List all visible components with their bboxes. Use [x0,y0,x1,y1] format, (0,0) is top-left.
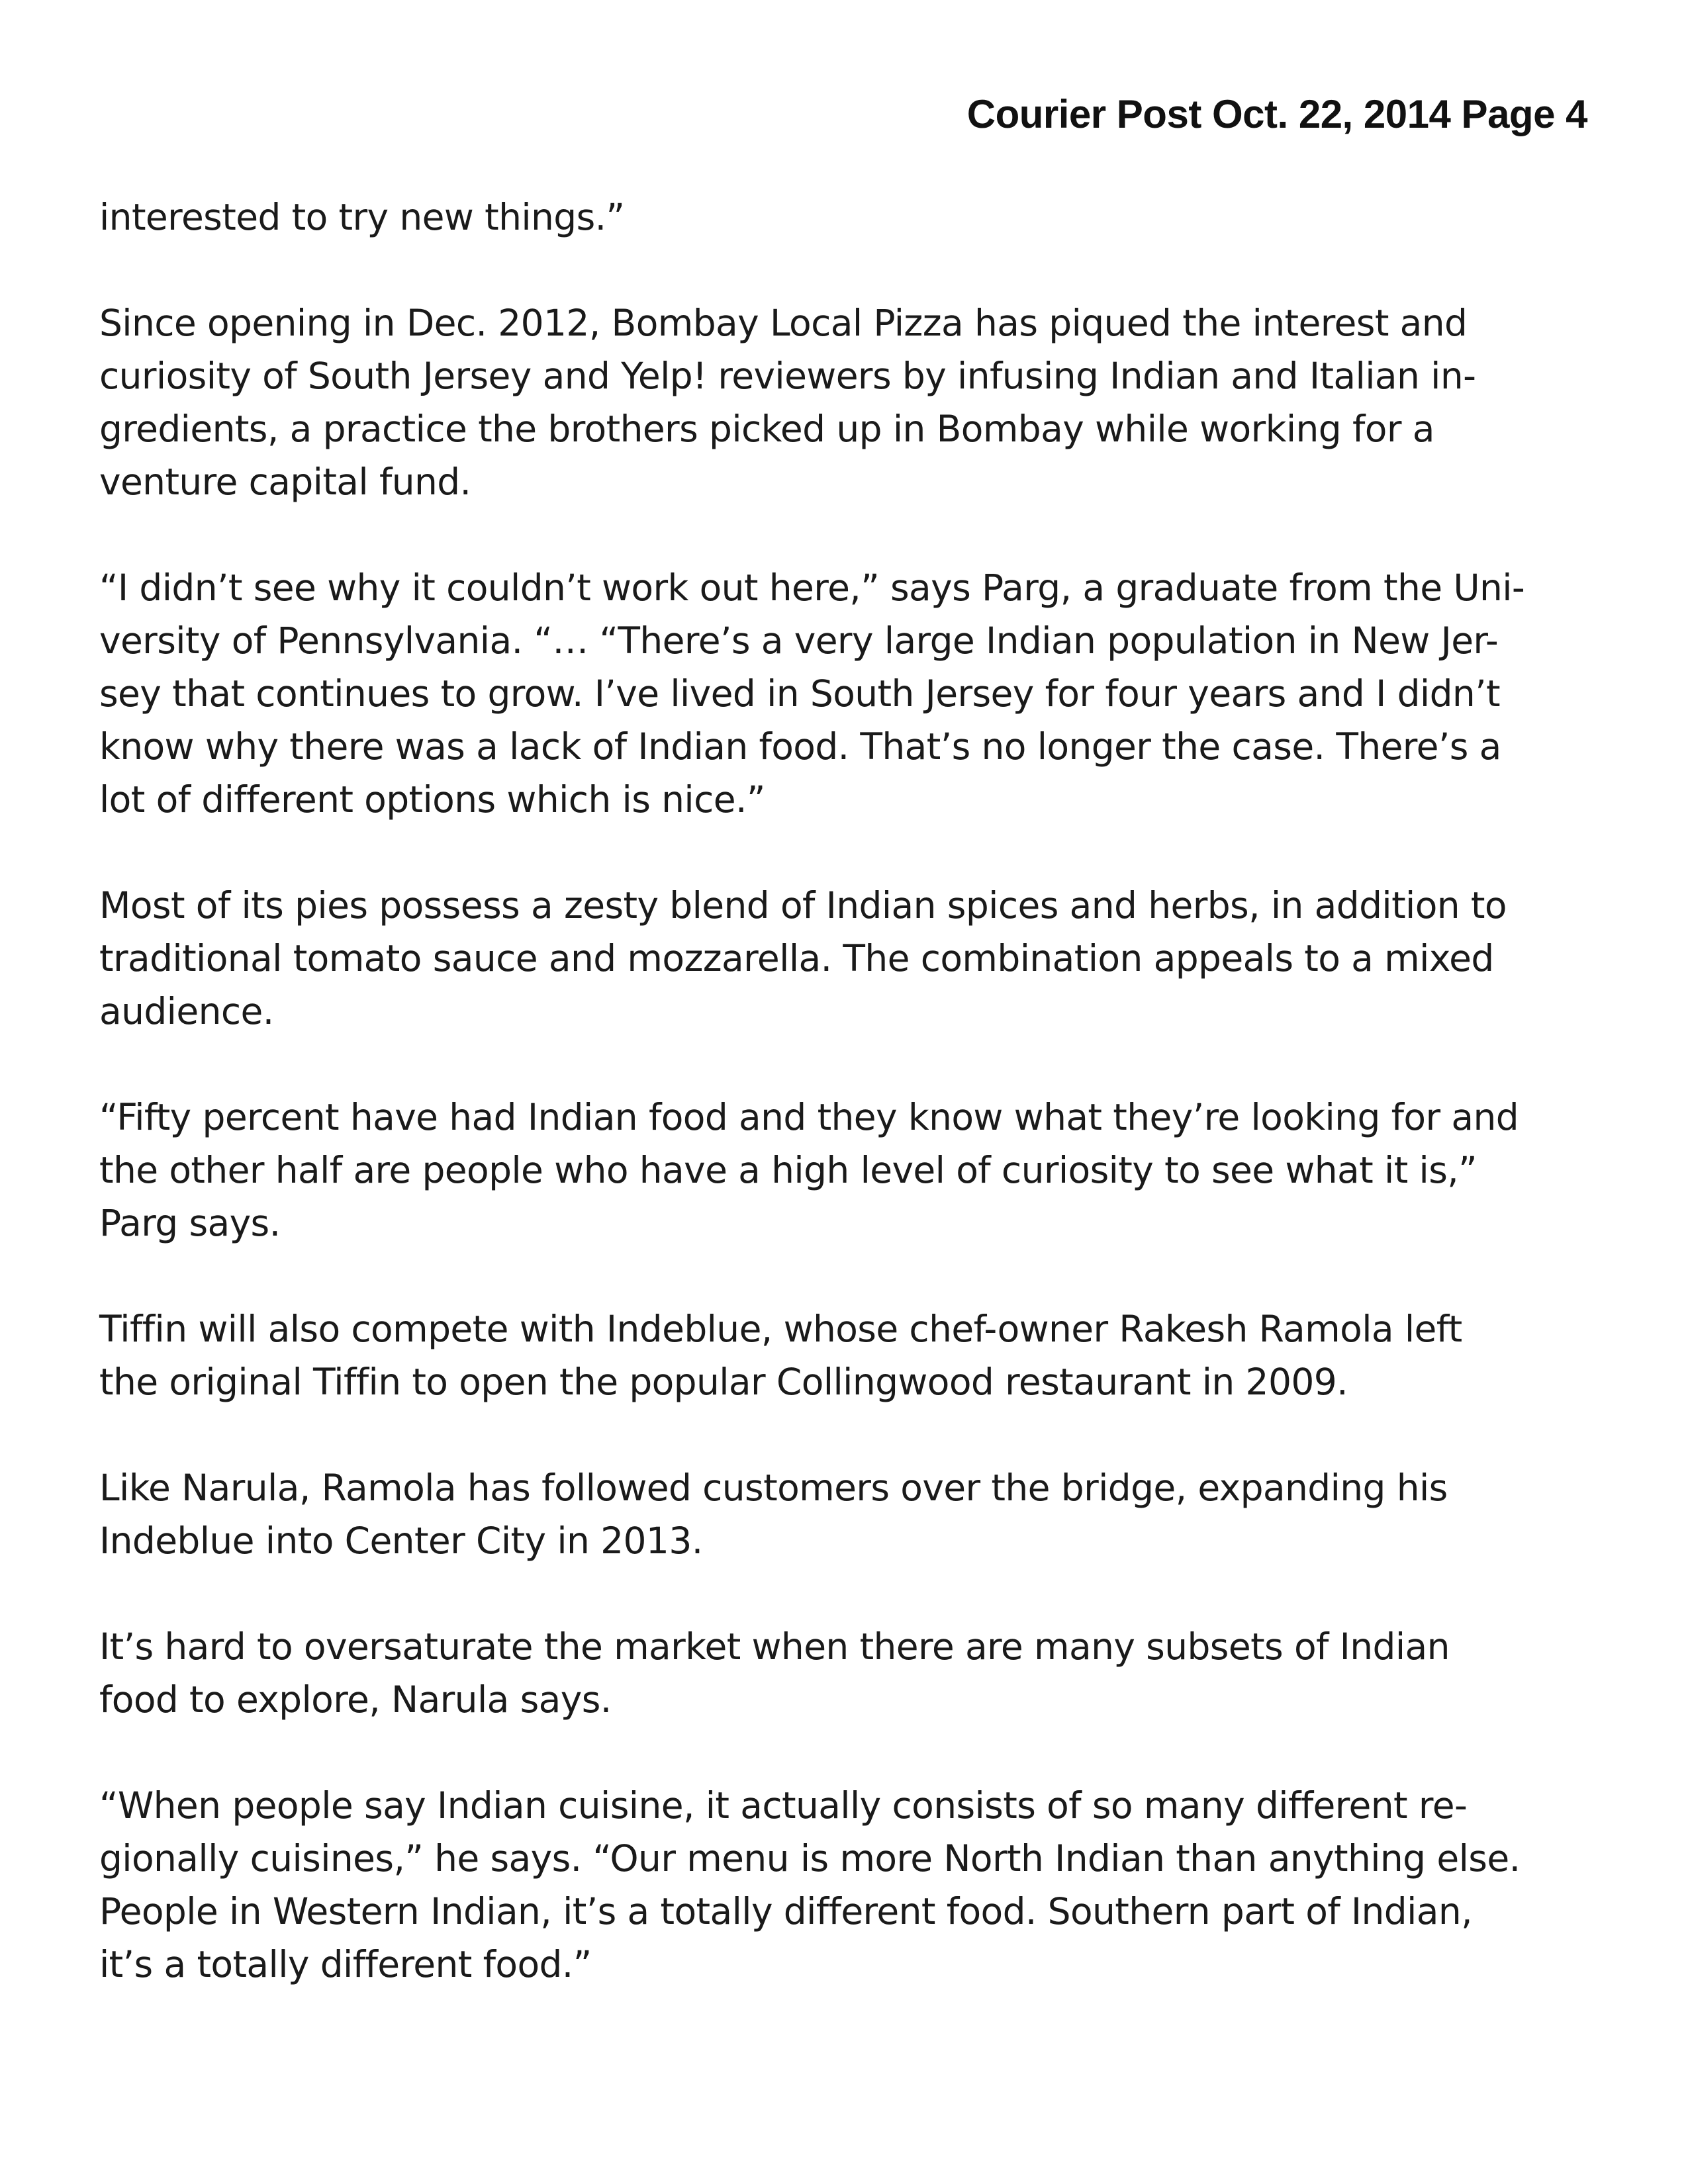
paragraph [99,561,1589,826]
text-line: It’s hard to oversaturate the market when there are many subsets of Indian [99,1625,1450,1668]
text-line: venture capital fund. [99,461,471,503]
paragraph [99,1461,1589,1567]
text-line: interested to try new things.” [99,196,625,238]
text-line: food to explore, Narula says. [99,1678,612,1721]
paragraph [99,1620,1589,1726]
text-line: the original Tiffin to open the popular Collingwood restaurant in 2009. [99,1361,1348,1403]
paragraph [99,1779,1589,1991]
paragraph [99,296,1589,508]
text-line: Like Narula, Ramola has followed customers over the bridge, expanding his [99,1467,1448,1509]
text-line: gionally cuisines,” he says. “Our menu is more North Indian than anything else. [99,1837,1521,1880]
text-line: People in Western Indian, it’s a totally different food. Southern part of Indian, [99,1890,1473,1933]
text-line: traditional tomato sauce and mozzarella. The combination appeals to a mixed [99,937,1494,979]
text-line: know why there was a lack of Indian food. That’s no longer the case. There’s a [99,725,1501,768]
text-line: versity of Pennsylvania. “… “There’s a very large Indian population in New Jer- [99,619,1499,662]
text-line: lot of different options which is nice.” [99,778,765,821]
paragraph [99,191,1589,244]
text-line: “I didn’t see why it couldn’t work out here,” says Parg, a graduate from the Uni- [99,567,1525,609]
paragraph [99,879,1589,1038]
text-line: gredients, a practice the brothers picked up in Bombay while working for a [99,408,1434,450]
text-line: sey that continues to grow. I’ve lived in South Jersey for four years and I didn’t [99,672,1500,715]
text-line: Most of its pies possess a zesty blend of Indian spices and herbs, in addition to [99,884,1507,927]
paragraph [99,1302,1589,1408]
text-line: Parg says. [99,1202,281,1244]
text-line: Indeblue into Center City in 2013. [99,1520,703,1562]
text-line: Tiffin will also compete with Indeblue, whose chef-owner Rakesh Ramola left [99,1308,1462,1350]
text-line: it’s a totally different food.” [99,1943,592,1985]
text-line: audience. [99,990,274,1032]
text-line: “When people say Indian cuisine, it actually consists of so many different re- [99,1784,1468,1827]
paragraph [99,1091,1589,1250]
text-line: Since opening in Dec. 2012, Bombay Local Pizza has piqued the interest and [99,302,1468,344]
article-body [99,191,1589,2044]
text-line: curiosity of South Jersey and Yelp! reviewers by infusing Indian and Italian in- [99,355,1476,397]
text-line: the other half are people who have a high level of curiosity to see what it is,” [99,1149,1477,1191]
page-header: Courier Post Oct. 22, 2014 Page 4 [966,92,1587,136]
text-line: “Fifty percent have had Indian food and they know what they’re looking for and [99,1096,1519,1138]
